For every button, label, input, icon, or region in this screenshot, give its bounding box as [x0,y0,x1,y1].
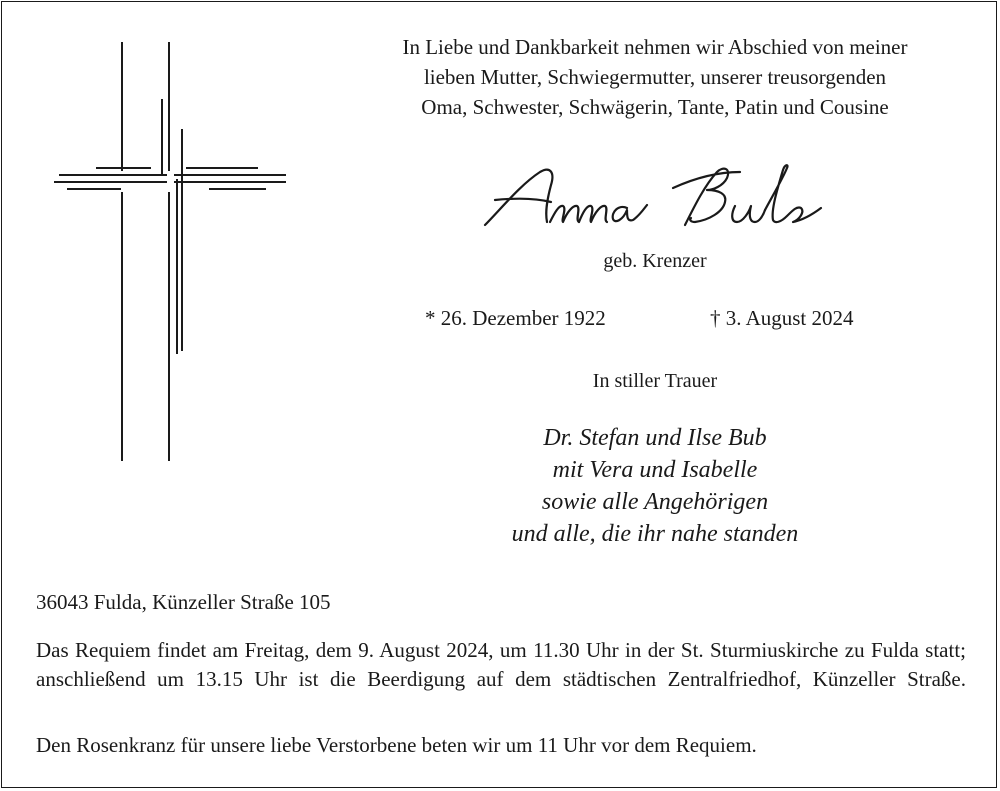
requiem-details: Das Requiem findet am Freitag, dem 9. August 2024, um 11.30 Uhr in der St. Sturmiuskirche zu Fulda statt; anschließend um 13.15 Uhr ist die Beerdigung auf dem städtischen Zentralfriedhof, Künzeller Straße. [36,638,966,691]
intro-line: lieben Mutter, Schwiegermutter, unserer treusorgenden [423,65,887,89]
rosary-details: Den Rosenkranz für unsere liebe Verstorbene beten wir um 11 Uhr vor dem Requiem. [36,733,757,757]
intro-line: In Liebe und Dankbarkeit nehmen wir Abschied von meiner [402,35,908,59]
intro-text [300,32,1000,122]
cross-icon [50,35,300,475]
address: 36043 Fulda, Künzeller Straße 105 [36,590,331,614]
death-date: † 3. August 2024 [710,306,854,330]
birth-date: * 26. Dezember 1922 [425,306,606,330]
family-names [405,422,905,550]
family-line: Dr. Stefan und Ilse Bub [543,425,767,451]
maiden-name: geb. Krenzer [603,250,707,272]
mourning-label: In stiller Trauer [592,370,718,392]
family-line: und alle, die ihr nahe standen [511,521,799,547]
intro-line: Oma, Schwester, Schwägerin, Tante, Patin und Cousine [421,95,889,119]
family-line: mit Vera und Isabelle [552,457,758,483]
deceased-name [455,150,855,250]
family-line: sowie alle Angehörigen [541,489,769,515]
signature-script-name [455,150,855,250]
